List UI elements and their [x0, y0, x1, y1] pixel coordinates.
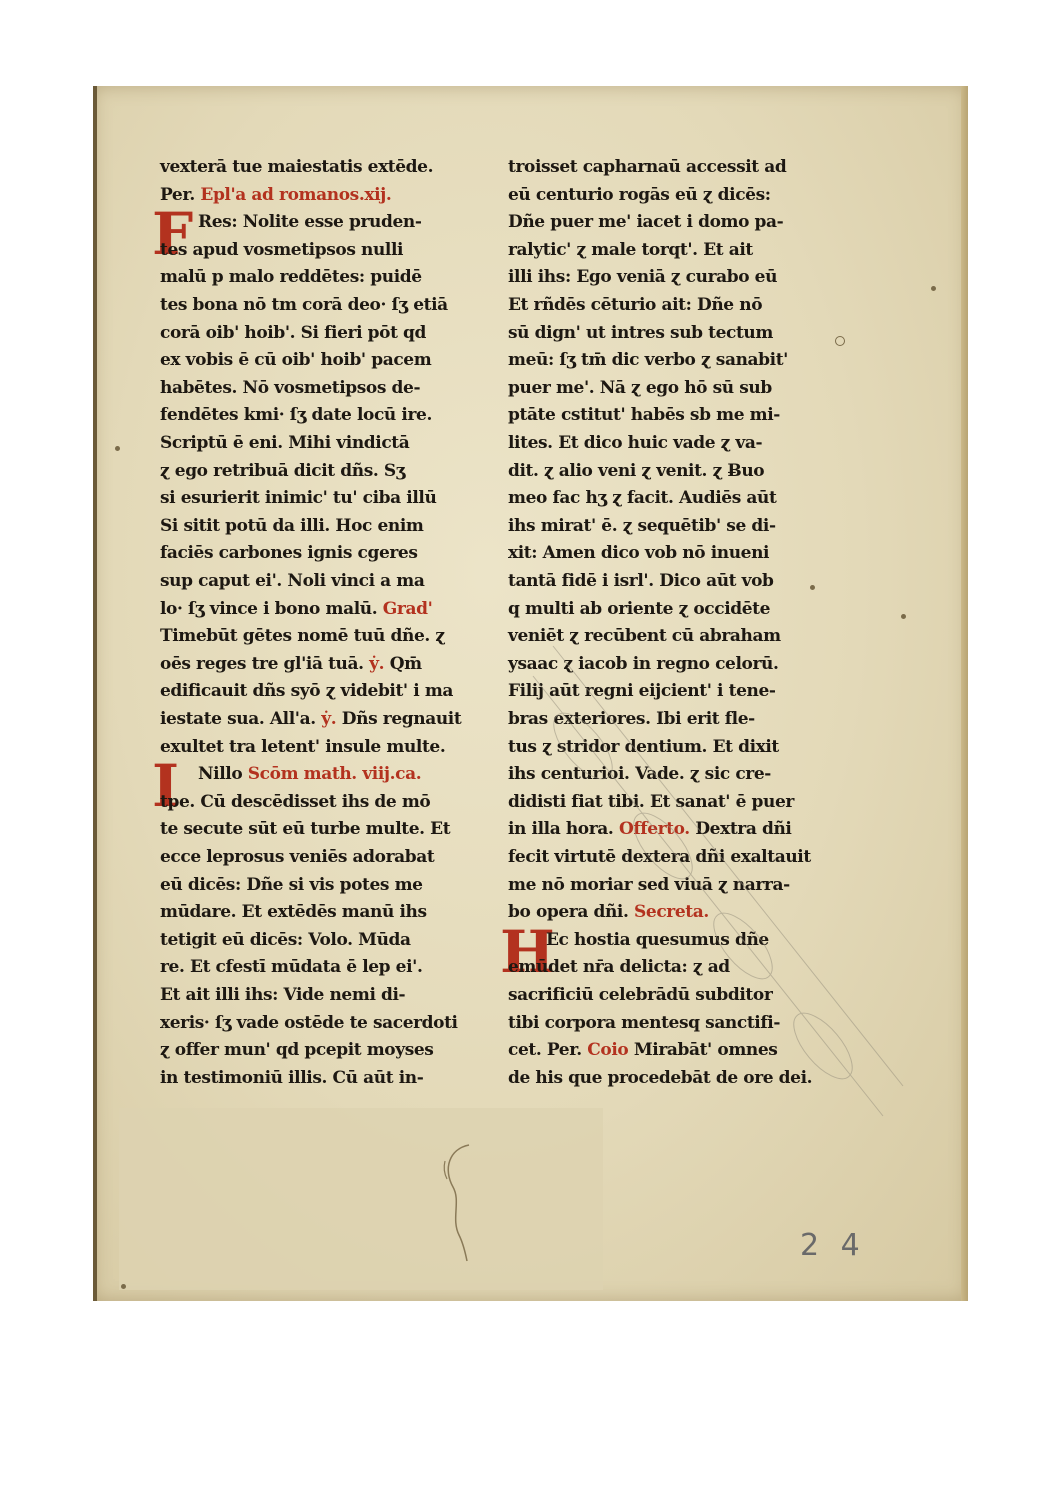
text-line — [160, 1037, 433, 1063]
text-line — [508, 844, 811, 870]
text-line — [160, 264, 422, 290]
line-text: Ec hostia quesumus dñe — [546, 929, 769, 950]
parchment-page — [93, 86, 968, 1301]
line-text: meū: ſʒ tm̄ dic verbo ɀ sanabit' — [508, 350, 788, 371]
paper-speck — [835, 336, 845, 346]
line-text: meo fac hʒ ɀ facit. Audiēs aūt — [508, 488, 777, 509]
rubric-text: Coio — [587, 1040, 629, 1061]
text-line — [160, 485, 436, 511]
text-line — [160, 816, 450, 842]
line-text: me nō moriar sed viuā ɀ narra- — [508, 874, 790, 895]
rubric-text: ẏ. — [369, 653, 385, 674]
line-text: ɀ offer mun' qd pcepit moyses — [160, 1040, 434, 1061]
rubric-text: Grad' — [382, 598, 433, 619]
text-line — [160, 568, 425, 594]
paper-speck — [121, 1284, 126, 1289]
paper-speck — [901, 614, 906, 619]
text-line — [198, 761, 421, 787]
text-line — [508, 485, 776, 511]
text-line — [508, 568, 774, 594]
line-text-after-rubric: Dñs regnauit — [341, 709, 462, 729]
text-line — [508, 402, 780, 428]
line-text: ralytic' ɀ male torqt'. Et ait — [508, 239, 753, 260]
text-line — [160, 375, 420, 401]
line-text: Res: Nolite esse pruden- — [198, 212, 422, 233]
line-text: Per. — [160, 184, 195, 205]
line-text: ex vobis ē cū oib' hoib' pacem — [160, 350, 432, 371]
rubric-text: Scōm math. viij.ca. — [247, 764, 422, 785]
text-line — [508, 734, 779, 760]
line-text: didisti fiat tibi. Et sanat' ē puer — [508, 791, 794, 812]
line-text: sup caput ei'. Noli vinci a ma — [160, 571, 425, 591]
line-text: ihs mirat' ē. ɀ sequētib' se di- — [508, 515, 776, 536]
text-line — [160, 734, 445, 760]
line-text: fendētes kmi· ſʒ date locū ire. — [160, 405, 432, 426]
rubric-text: Secreta. — [634, 902, 709, 923]
paper-repair-patch — [119, 1108, 603, 1290]
text-line — [508, 347, 788, 373]
line-text: ihs centurioi. Vade. ɀ sic cre- — [508, 764, 771, 785]
text-line — [160, 347, 431, 373]
text-line — [160, 540, 418, 566]
line-text-after-rubric: Qm̄ — [389, 653, 422, 674]
text-line — [160, 706, 461, 732]
text-line — [160, 872, 423, 898]
text-line — [508, 154, 786, 180]
text-line — [508, 954, 730, 980]
line-text: tes bona nō tm corā deo· ſʒ etiā — [160, 295, 448, 315]
line-text: si esurierit inimic' tu' ciba illū — [160, 488, 437, 509]
line-text: in testimoniū illis. Cū aūt in- — [160, 1067, 424, 1088]
text-line — [508, 320, 773, 346]
text-line — [508, 1010, 780, 1036]
line-text: Nillo — [198, 764, 243, 785]
line-text: de his que procedebāt de ore dei. — [508, 1067, 813, 1088]
line-text: mūdare. Et extēdēs manū ihs — [160, 902, 427, 923]
text-line — [508, 623, 781, 649]
line-text: iestate sua. All'a. — [160, 709, 316, 729]
line-text: Scriptū ē eni. Mihi vindictā — [160, 433, 410, 453]
line-text: lites. Et dico huic vade ɀ va- — [508, 433, 763, 453]
line-text-after-rubric: Mirabāt' omnes — [633, 1040, 778, 1061]
line-text: puer me'. Nā ɀ ego hō sū sub — [508, 377, 772, 398]
line-text: cet. Per. — [508, 1040, 582, 1061]
text-line — [508, 375, 772, 401]
text-line — [160, 596, 432, 622]
decorated-initial: F — [152, 200, 194, 269]
text-line — [160, 1065, 423, 1091]
line-text: xeris· ſʒ vade ostēde te sacerdoti — [160, 1012, 458, 1033]
line-text: ecce leprosus veniēs adorabat — [160, 847, 435, 867]
text-line — [508, 430, 762, 456]
text-line — [160, 927, 411, 953]
text-line — [508, 706, 755, 732]
line-text: re. Et cfestī mūdata ē lep ei'. — [160, 957, 423, 978]
text-line — [160, 1010, 458, 1036]
line-text: in illa hora. — [508, 819, 614, 840]
line-text-after-rubric: Dextra dñi — [695, 819, 792, 840]
text-line — [508, 789, 794, 815]
text-line — [160, 651, 422, 677]
decorated-initial: I — [152, 752, 180, 821]
line-text: Timebūt gētes nomē tuū dñe. ɀ — [160, 626, 445, 647]
text-line — [508, 458, 764, 484]
line-text: ysaac ɀ iacob in regno celorū. — [508, 653, 779, 674]
text-line — [198, 209, 422, 235]
text-line — [508, 651, 779, 677]
line-text: tpe. Cū descēdisset ihs de mō — [160, 791, 431, 812]
paper-speck — [931, 286, 936, 291]
decorated-initial: H — [500, 917, 555, 986]
text-line — [160, 789, 430, 815]
paper-speck — [810, 585, 815, 590]
line-text: faciēs carbones ignis cgeres — [160, 543, 418, 564]
text-line — [160, 982, 405, 1008]
line-text: edificauit dñs syō ɀ videbit' i ma — [160, 681, 454, 702]
line-text: corā oib' hoib'. Si fieri pōt qd — [160, 322, 427, 343]
line-text: Si sitit potū da illi. Hoc enim — [160, 515, 424, 536]
text-line — [508, 1065, 812, 1091]
text-line — [160, 678, 453, 704]
text-line — [160, 623, 445, 649]
text-line — [160, 402, 432, 428]
text-line — [160, 430, 409, 456]
text-line — [160, 844, 434, 870]
line-text: troisset capharnaū accessit ad — [508, 157, 787, 177]
text-line — [160, 182, 391, 208]
paper-speck — [115, 446, 120, 451]
line-text: fecit virtutē dextera dñi exaltauit — [508, 847, 811, 867]
text-line — [160, 954, 422, 980]
line-text: habētes. Nō vosmetipsos de- — [160, 377, 421, 398]
text-line — [160, 292, 448, 318]
text-line — [160, 458, 405, 484]
text-line — [160, 899, 427, 925]
line-text: Filij aūt regni eijcient' i tene- — [508, 681, 776, 702]
line-text: lo· ſʒ vince i bono malū. — [160, 598, 378, 619]
line-text: te secute sūt eū turbe multe. Et — [160, 819, 451, 840]
rubric-text: Epl'a ad romanos.xij. — [200, 184, 392, 205]
line-text: veniēt ɀ recūbent cū abraham — [508, 626, 781, 647]
rubric-text: ẏ. — [321, 709, 337, 729]
text-line — [508, 513, 776, 539]
line-text: Et rñdēs cēturio ait: Dñe nō — [508, 295, 763, 315]
line-text: sacrificiū celebrādū subditor — [508, 985, 773, 1005]
text-line — [508, 678, 776, 704]
text-line — [508, 540, 769, 566]
line-text: eū centurio rogās eū ɀ dicēs: — [508, 184, 771, 205]
text-line — [160, 154, 433, 180]
rubric-text: Offerto. — [618, 819, 690, 840]
text-line — [508, 237, 753, 263]
text-line — [546, 927, 769, 953]
line-text: ɀ ego retribuā dicit dñs. Sʒ — [160, 460, 406, 481]
text-line — [508, 182, 771, 208]
ink-stroke-mark — [439, 1139, 479, 1263]
text-line — [508, 209, 783, 235]
line-text: ptāte cstitut' habēs sb me mi- — [508, 405, 780, 426]
line-text: exultet tra letent' insule multe. — [160, 736, 446, 757]
line-text: tantā fidē i isrl'. Dico aūt vob — [508, 571, 774, 591]
line-text: tetigit eū dicēs: Volo. Mūda — [160, 929, 411, 950]
line-text: dit. ɀ alio veni ɀ venit. ɀ Ƀuo — [508, 460, 765, 481]
text-line — [508, 264, 777, 290]
line-text: xit: Amen dico vob nō inueni — [508, 543, 770, 564]
line-text: tus ɀ stridor dentium. Et dixit — [508, 736, 779, 757]
line-text: malū p malo reddētes: puidē — [160, 267, 422, 288]
line-text: illi ihs: Ego veniā ɀ curabo eū — [508, 267, 778, 288]
line-text: emūdet nr̄a delicta: ɀ ad — [508, 957, 730, 978]
text-line — [508, 1037, 777, 1063]
line-text: vexterā tue maiestatis extēde. — [160, 157, 434, 177]
line-text: sū dign' ut intres sub tectum — [508, 322, 773, 343]
line-text: oēs reges tre gl'iā tuā. — [160, 653, 364, 674]
line-text: bras exteriores. Ibi erit fle- — [508, 709, 755, 729]
text-line — [508, 872, 790, 898]
line-text: eū dicēs: Dñe si vis potes me — [160, 874, 423, 895]
text-line — [160, 513, 424, 539]
text-line — [508, 292, 762, 318]
text-line — [508, 982, 772, 1008]
line-text: tes apud vosmetipsos nulli — [160, 239, 404, 260]
text-line — [508, 761, 771, 787]
folio-number: 2 4 — [800, 1228, 866, 1263]
line-text: q multi ab oriente ɀ occidēte — [508, 598, 771, 619]
line-text: bo opera dñi. — [508, 902, 629, 923]
text-line — [160, 237, 403, 263]
text-line — [508, 816, 791, 842]
text-line — [160, 320, 426, 346]
line-text: Et ait illi ihs: Vide nemi di- — [160, 985, 406, 1005]
line-text: tibi corpora mentesq sanctifi- — [508, 1012, 780, 1033]
text-line — [508, 596, 770, 622]
line-text: Dñe puer me' iacet i domo pa- — [508, 212, 784, 233]
